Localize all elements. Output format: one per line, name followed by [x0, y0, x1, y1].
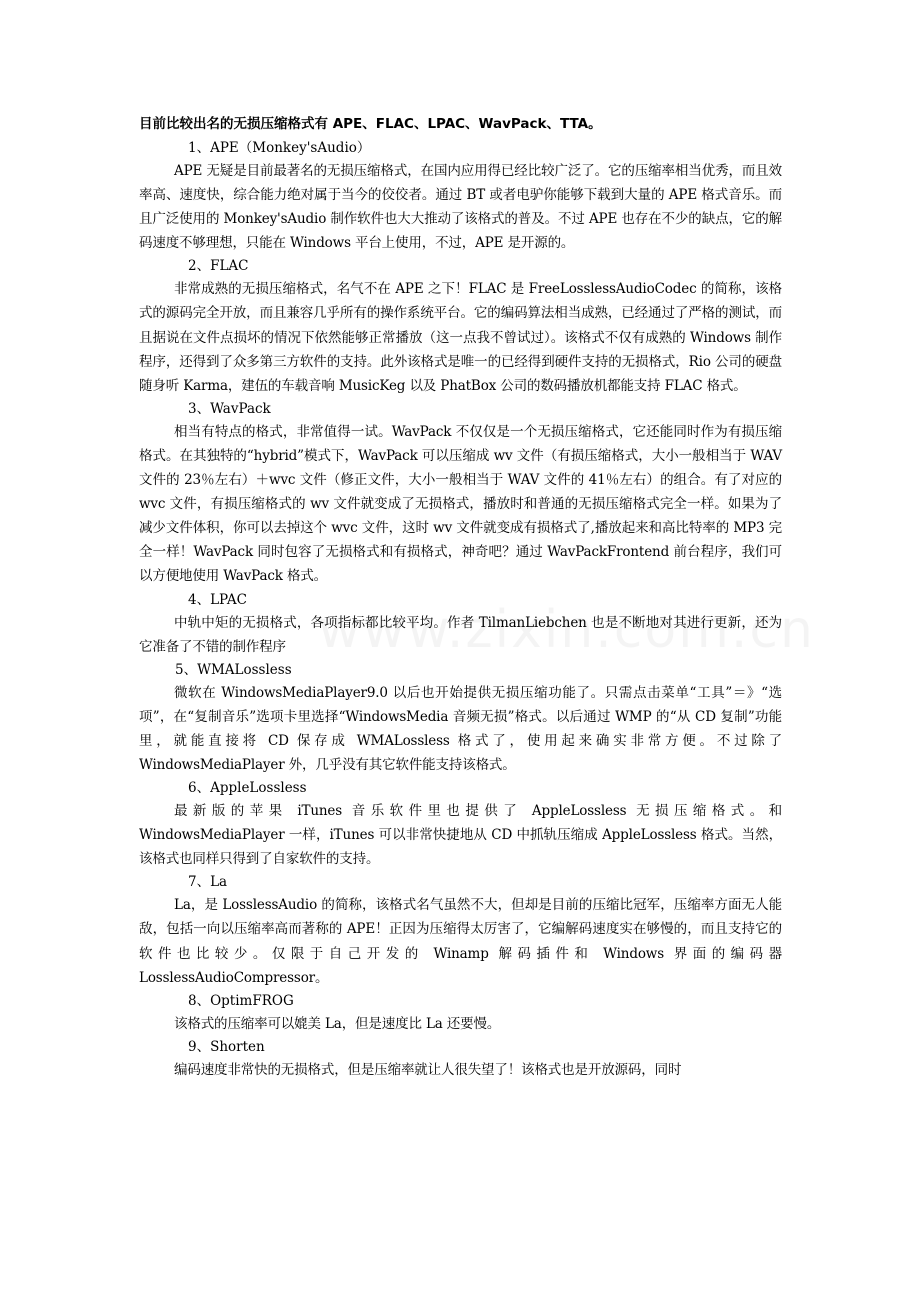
section-body: La，是 LosslessAudio 的简称，该格式名气虽然不大，但却是目前的压缩比冠军，压缩率方面无人能敌，包括一向以压缩率高而著称的 APE！正因为压缩得太厉害了，它编解码速度实在够慢的，而且支持它的软件也比较少。仅限于自己开发的 Winamp 解码插件和 Windows 界面的编码器 LosslessAudioCompressor。	[139, 897, 782, 986]
section-body: 相当有特点的格式，非常值得一试。WavPack 不仅仅是一个无损压缩格式，它还能同时作为有损压缩格式。在其独特的“hybrid”模式下，WavPack 可以压缩成 wv 文件（有损压缩格式，大小一般相当于 WAV 文件的 23％左右）＋wvc 文件（修正文件，大小一般相当于 WAV 文件的 41％左右）的组合。有了对应的 wvc 文件，有损压缩格式的 wv 文件就变成了无损格式，播放时和普通的无损压缩格式完全一样。如果为了减少文件体积，你可以去掉这个 wvc 文件，这时 wv 文件就变成有损格式了,播放起来和高比特率的 MP3 完全一样！WavPack 同时包容了无损格式和有损格式，神奇吧？通过 WavPackFrontend 前台程序，我们可以方便地使用 WavPack 格式。	[139, 423, 782, 585]
section-body: 非常成熟的无损压缩格式，名气不在 APE 之下！FLAC 是 FreeLosslessAudioCodec 的简称，该格式的源码完全开放，而且兼容几乎所有的操作系统平台。它的编码算法相当成熟，已经通过了严格的测试，而且据说在文件点损坏的情况下依然能够正常播放（这一点我不曾试过）。该格式不仅有成熟的 Windows 制作程序，还得到了众多第三方软件的支持。此外该格式是唯一的已经得到硬件支持的无损格式，Rio 公司的硬盘随身听 Karma，建伍的车载音响 MusicKeg 以及 PhatBox 公司的数码播放机都能支持 FLAC 格式。	[139, 281, 782, 394]
section-heading: 2、FLAC	[188, 258, 249, 275]
section-shorten	[139, 1037, 782, 1082]
section-body: 该格式的压缩率可以媲美 La，但是速度比 La 还要慢。	[174, 1015, 501, 1032]
section-wavpack	[139, 399, 782, 589]
section-optimfrog	[139, 991, 782, 1036]
section-body: 最新版的苹果 iTunes 音乐软件里也提供了 AppleLossless 无损压缩格式。和 WindowsMediaPlayer 一样，iTunes 可以非常快捷地从 CD 中抓轨压缩成 AppleLossless 格式。当然，该格式也同样只得到了自家软件的支持。	[139, 803, 782, 868]
section-la	[139, 872, 782, 989]
section-heading: 3、WavPack	[188, 400, 271, 417]
section-body: 微软在 WindowsMediaPlayer9.0 以后也开始提供无损压缩功能了。只需点击菜单“工具”＝》“选项”，在“复制音乐”选项卡里选择“WindowsMedia 音频无损”格式。以后通过 WMP 的“从 CD 复制”功能里，就能直接将 CD 保存成 WMALossless 格式了，使用起来确实非常方便。不过除了 WindowsMediaPlayer 外，几乎没有其它软件能支持该格式。	[139, 684, 782, 773]
section-lpac	[139, 590, 782, 659]
section-heading: 9、Shorten	[188, 1038, 265, 1055]
section-wma-lossless	[139, 660, 782, 777]
section-body: APE 无疑是目前最著名的无损压缩格式，在国内应用得已经比较广泛了。它的压缩率相当优秀，而且效率高、速度快，综合能力绝对属于当今的佼佼者。通过 BT 或者电驴你能够下载到大量的 APE 格式音乐。而且广泛使用的 Monkey'sAudio 制作软件也大大推动了该格式的普及。不过 APE 也存在不少的缺点，它的解码速度不够理想，只能在 Windows 平台上使用，不过，APE 是开源的。	[139, 163, 782, 252]
section-heading: 8、OptimFROG	[188, 992, 294, 1009]
section-heading: 4、LPAC	[188, 591, 247, 608]
section-apple-lossless	[139, 778, 782, 871]
section-heading: 7、La	[188, 874, 228, 891]
document-page	[139, 114, 782, 1082]
section-heading: 5、WMALossless	[175, 661, 292, 678]
section-body: 编码速度非常快的无损格式，但是压缩率就让人很失望了！该格式也是开放源码，同时	[174, 1061, 682, 1078]
section-flac	[139, 256, 782, 397]
section-heading: 1、APE（Monkey'sAudio）	[188, 140, 371, 156]
section-ape	[139, 138, 782, 255]
document-title: 目前比较出名的无损压缩格式有 APE、FLAC、LPAC、WavPack、TTA。	[139, 116, 602, 132]
section-heading: 6、AppleLossless	[188, 780, 307, 797]
section-body: 中轨中矩的无损格式，各项指标都比较平均。作者 TilmanLiebchen 也是不断地对其进行更新，还为它准备了不错的制作程序	[139, 614, 782, 655]
